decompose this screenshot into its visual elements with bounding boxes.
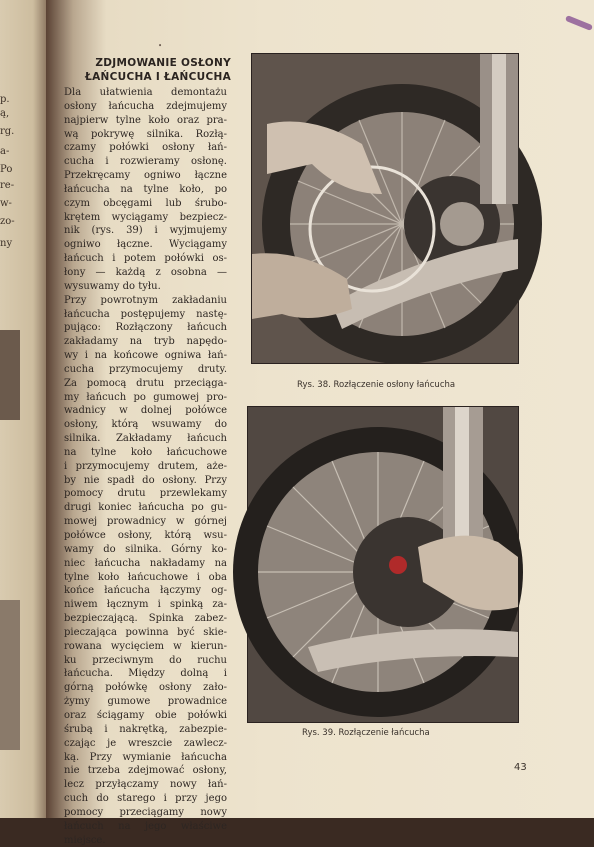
facing-page-text-fragment: zo-: [0, 216, 15, 227]
facing-page-text-fragment: p.: [0, 94, 10, 105]
section-heading: [77, 56, 231, 84]
figure-39-photo: [247, 406, 519, 723]
body-text-line: cucha przymocujemy druty.: [64, 363, 227, 375]
body-text-line: krętem wyciągamy bezpiecz-: [64, 211, 227, 223]
body-text-line: tylne koło łańcuchowe i oba: [64, 571, 227, 583]
body-text-line: osłony łańcucha zdejmujemy: [64, 100, 227, 112]
print-mark: •: [158, 42, 163, 50]
body-text-line: łańcucha postępujemy nastę-: [64, 308, 227, 320]
body-text-line: na tylne koło łańcuchowe: [64, 446, 227, 458]
body-text-line: pomocy przeciągamy nowy: [64, 806, 227, 818]
body-text-line: cucha i rozwieramy osłonę.: [64, 156, 227, 168]
body-text-line: pieczająca powinna być skie-: [64, 626, 227, 638]
section-heading-line: ŁAŃCUCHA I ŁAŃCUCHA: [85, 71, 231, 83]
facing-page-text-fragment: ą,: [0, 108, 10, 119]
body-text-line: wy i na końcowe ogniwa łań-: [64, 350, 227, 362]
body-text-line: pomocy drutu przewlekamy: [64, 488, 227, 500]
body-text-line: najpierw tylne koło oraz pra-: [64, 114, 227, 126]
body-text-line: miejsce.: [64, 834, 106, 846]
body-text-line: połówce osłony, którą wsu-: [64, 530, 227, 541]
body-text-line: cuch do starego i przy jego: [64, 793, 227, 805]
body-text-line: wą pokrywę silnika. Rozłą-: [64, 128, 227, 140]
body-text-line: czym obcęgami lub śrubo-: [64, 197, 227, 209]
body-text-line: osłony, którą wsuwamy do: [64, 419, 227, 431]
body-text-line: my łańcuch po gumowej pro-: [64, 391, 227, 403]
figure-39-caption: Rys. 39. Rozłączenie łańcucha: [302, 728, 430, 738]
body-text-line: niwem łącznym i spinką za-: [64, 599, 227, 611]
body-text-line: drugi koniec łańcucha po gu-: [64, 502, 227, 514]
body-text-line: lecz przyłączamy nowy łań-: [64, 779, 227, 791]
body-text-line: i przymocujemy drutem, aże-: [64, 460, 227, 472]
body-text-line: łańcuch na jego właściwe: [64, 820, 227, 832]
facing-page-text-fragment: re-: [0, 180, 15, 191]
facing-page-text-fragment: a-: [0, 146, 10, 157]
body-text-line: niec łańcucha nakładamy na: [64, 557, 227, 569]
body-text-line: czając je wreszcie zawlecz-: [64, 737, 227, 749]
body-text-line: wadnicy w dolnej połówce: [64, 405, 227, 417]
body-text: [64, 86, 227, 847]
body-text-line: Za pomocą drutu przeciąga-: [64, 377, 227, 389]
body-text-line: ogniwo łączne. Wyciągamy: [64, 239, 227, 251]
body-text-line: zakładamy na tryb napędo-: [64, 336, 227, 348]
body-text-line: końce łańcucha łączymy og-: [64, 585, 227, 597]
body-text-line: czamy połówki osłony łań-: [64, 142, 227, 154]
body-text-line: ką. Przy wymianie łańcucha: [64, 751, 227, 763]
facing-page-picture-fragment: [0, 330, 20, 420]
body-text-line: łony — każdą z osobna —: [64, 266, 227, 278]
figure-38-photo: [251, 53, 519, 364]
body-text-line: łańcucha na tylne koło, po: [64, 183, 227, 195]
page-number: 43: [514, 762, 527, 773]
body-text-line: pująco: Rozłączony łańcuch: [64, 322, 227, 334]
body-text-line: wysuwamy do tyłu.: [64, 280, 161, 292]
body-text-line: ku przeciwnym do ruchu: [64, 654, 227, 666]
facing-page-text-fragment: Po: [0, 164, 13, 175]
body-text-line: Przekręcamy ogniwo łączne: [64, 170, 227, 182]
section-heading-line: ZDJMOWANIE OSŁONY: [95, 57, 231, 69]
body-text-line: żymy gumowe prowadnice: [64, 696, 227, 708]
body-text-line: nik (rys. 39) i wyjmujemy: [64, 225, 227, 237]
body-text-line: rowana wycięciem w kierun-: [64, 640, 227, 652]
facing-page-text-fragment: w-: [0, 198, 12, 209]
body-text-line: mowej prowadnicy w górnej: [64, 516, 227, 528]
body-text-line: Przy powrotnym zakładaniu: [64, 294, 227, 306]
body-text-line: bezpieczającą. Spinka zabez-: [64, 613, 227, 625]
body-text-line: Dla ułatwienia demontażu: [64, 87, 227, 98]
body-text-line: by nie spadł do osłony. Przy: [64, 474, 227, 486]
body-text-line: oraz ściągamy obie połówki: [64, 709, 227, 721]
body-text-line: silnika. Zakładamy łańcuch: [64, 433, 227, 445]
facing-page-text-fragment: rg.: [0, 126, 15, 137]
facing-page-text-fragment: ny: [0, 238, 13, 249]
body-text-line: łańcucha. Między dolną i: [64, 668, 227, 680]
figure-38-caption: Rys. 38. Rozłączenie osłony łańcucha: [297, 380, 456, 390]
body-text-line: nie trzeba zdejmować osłony,: [64, 765, 227, 777]
body-text-line: górną połówkę osłony zało-: [64, 682, 227, 694]
facing-page-picture-fragment: [0, 600, 20, 750]
body-text-line: wamy do silnika. Górny ko-: [64, 543, 227, 555]
body-text-line: śrubą i nakrętką, zabezpie-: [64, 723, 227, 735]
body-text-line: łańcuch i potem połówki os-: [64, 253, 227, 265]
